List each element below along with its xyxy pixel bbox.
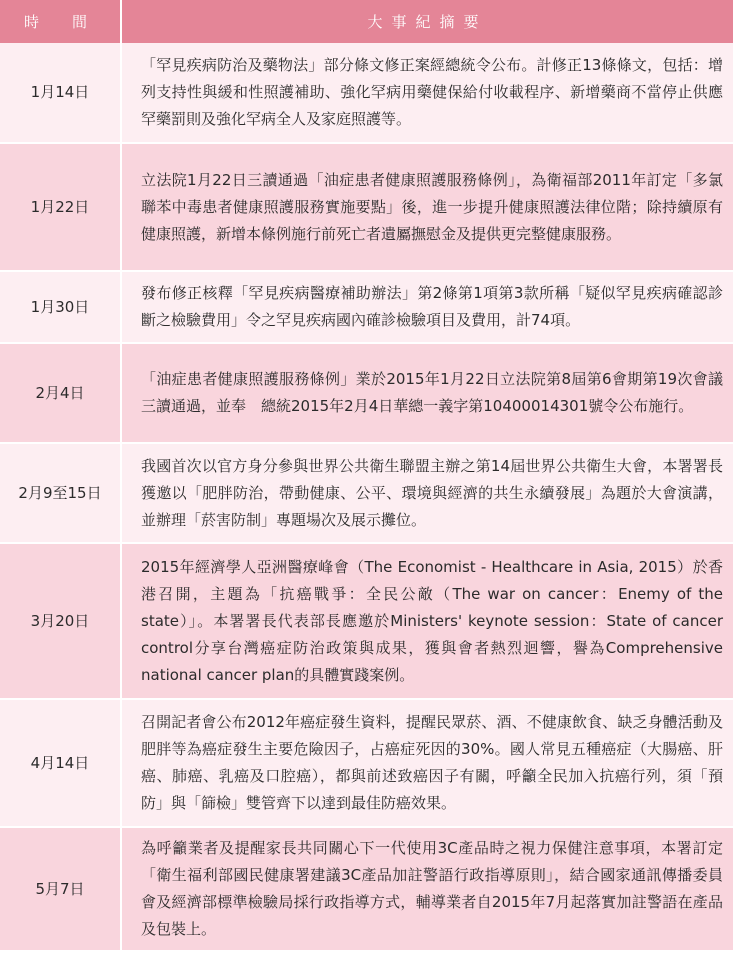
row-event: 2015年經濟學人亞洲醫療峰會（The Economist - Healthcare in Asia, 2015）於香港召開，主題為「抗癌戰爭：全民公敵（The war on cancer：Enemy of the state）」。本署署長代表部長應邀於Ministers' keynote session：State of cancer control分享台灣癌症防治政策與成果，獲與會者熱烈迴響，譽為Comprehensive national cancer plan的具體實踐案例。 (121, 543, 733, 699)
row-date: 4月14日 (0, 699, 121, 827)
row-event: 發布修正核釋「罕見疾病醫療補助辦法」第2條第1項第3款所稱「疑似罕見疾病確認診斷之檢驗費用」令之罕見疾病國內確診檢驗項目及費用，計74項。 (121, 271, 733, 343)
row-date: 3月20日 (0, 543, 121, 699)
row-event: 為呼籲業者及提醒家長共同關心下一代使用3C產品時之視力保健注意事項，本署訂定「衛生福利部國民健康署建議3C產品加註警語行政指導原則」，結合國家通訊傳播委員會及經濟部標準檢驗局採行政指導方式，輔導業者自2015年7月起落實加註警語在產品及包裝上。 (121, 827, 733, 951)
events-column-header: 大事紀摘要 (121, 0, 733, 43)
date-column-header: 時 間 (0, 0, 121, 43)
table-row (0, 271, 733, 343)
row-event: 立法院1月22日三讀通過「油症患者健康照護服務條例」，為衛福部2011年訂定「多氯聯苯中毒患者健康照護服務實施要點」後，進一步提升健康照護法律位階；除持續原有健康照護，新增本條例施行前死亡者遺屬撫慰金及提供更完整健康服務。 (121, 143, 733, 271)
row-date: 1月30日 (0, 271, 121, 343)
row-date: 2月4日 (0, 343, 121, 443)
table-row (0, 43, 733, 143)
table-row (0, 827, 733, 951)
row-date: 1月14日 (0, 43, 121, 143)
table-header-row (0, 0, 733, 43)
row-event: 「油症患者健康照護服務條例」業於2015年1月22日立法院第8屆第6會期第19次會議三讀通過，並奉 總統2015年2月4日華總一義字第10400014301號令公布施行。 (121, 343, 733, 443)
row-date: 5月7日 (0, 827, 121, 951)
row-event: 我國首次以官方身分參與世界公共衛生聯盟主辦之第14屆世界公共衛生大會，本署署長獲邀以「肥胖防治，帶動健康、公平、環境與經濟的共生永續發展」為題於大會演講，並辦理「菸害防制」專題場次及展示攤位。 (121, 443, 733, 543)
row-event: 「罕見疾病防治及藥物法」部分條文修正案經總統令公布。計修正13條條文，包括：增列支持性與緩和性照護補助、強化罕病用藥健保給付收載程序、新增藥商不當停止供應罕藥罰則及強化罕病全人及家庭照護等。 (121, 43, 733, 143)
table-row (0, 699, 733, 827)
table-row (0, 443, 733, 543)
table-row (0, 343, 733, 443)
table-row (0, 143, 733, 271)
table-row (0, 543, 733, 699)
row-date: 1月22日 (0, 143, 121, 271)
row-date: 2月9至15日 (0, 443, 121, 543)
row-event: 召開記者會公布2012年癌症發生資料，提醒民眾菸、酒、不健康飲食、缺乏身體活動及肥胖等為癌症發生主要危險因子，占癌症死因的30%。國人常見五種癌症（大腸癌、肝癌、肺癌、乳癌及口腔癌），都與前述致癌因子有關，呼籲全民加入抗癌行列，須「預防」與「篩檢」雙管齊下以達到最佳防癌效果。 (121, 699, 733, 827)
